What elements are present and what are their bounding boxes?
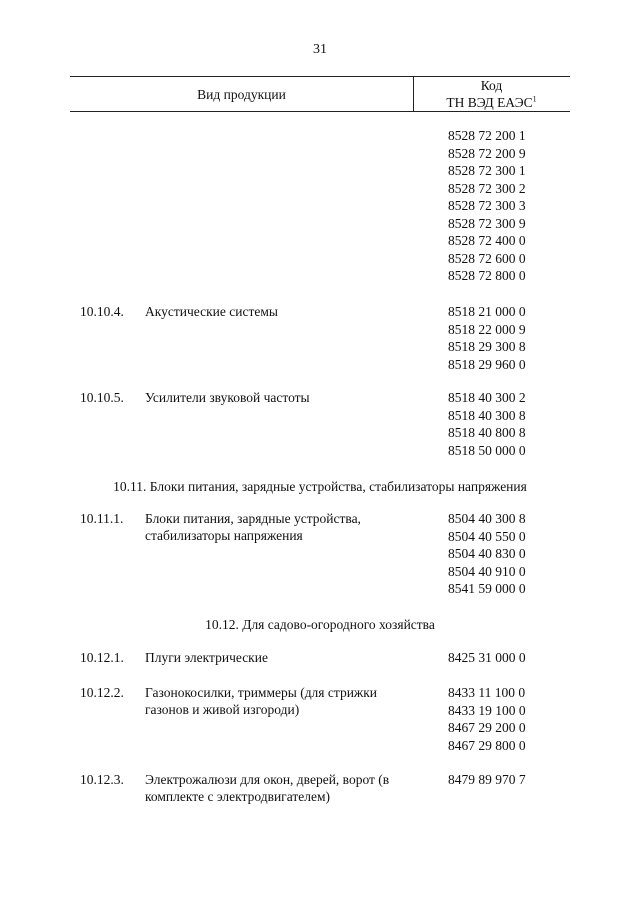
code-value: 8433 11 100 0 [448, 685, 526, 700]
code-value: 8528 72 400 0 [448, 233, 526, 248]
code-value: 8528 72 600 0 [448, 250, 526, 266]
code-value: 8467 29 200 0 [448, 720, 526, 735]
item-name: Плуги электрические [145, 650, 268, 665]
item-codes [448, 389, 526, 459]
code-value: 8518 21 000 0 [448, 304, 526, 319]
section-heading: 10.11. Блоки питания, зарядные устройства, стабилизаторы напряжения [113, 479, 527, 494]
item-number: 10.10.4. [80, 304, 124, 319]
item-number: 10.12.1. [80, 650, 124, 665]
column-header-code-line2: ТН ВЭД ЕАЭС$^1$ [446, 94, 537, 110]
table-header-rule [70, 111, 570, 112]
code-value: 8528 72 300 1 [448, 163, 526, 178]
code-value: 8504 40 830 0 [448, 546, 526, 561]
code-value: 8504 40 300 8 [448, 511, 526, 526]
code-value: 8528 72 800 0 [448, 268, 526, 283]
code-value: 8433 19 100 0 [448, 702, 526, 718]
code-value: 8518 40 800 8 [448, 425, 526, 440]
column-header-code [413, 77, 570, 111]
item-name: Блоки питания, зарядные устройства, стабилизаторы напряжения [145, 511, 361, 543]
code-value: 8467 29 800 0 [448, 737, 526, 753]
code-value: 8528 72 200 1 [448, 128, 526, 143]
item-name: Электрожалюзи для окон, дверей, ворот (в комплекте с электродвигателем) [145, 772, 390, 804]
code-value: 8518 40 300 2 [448, 390, 526, 405]
item-number: 10.10.5. [80, 390, 124, 405]
code-value: 8504 40 550 0 [448, 528, 526, 544]
code-value: 8528 72 300 9 [448, 215, 526, 231]
code-value: 8518 50 000 0 [448, 442, 526, 458]
code-value: 8518 29 300 8 [448, 339, 526, 354]
item-number: 10.11.1. [80, 511, 124, 526]
code-value: 8528 72 300 2 [448, 180, 526, 196]
item-name: Акустические системы [145, 304, 278, 319]
item-codes [448, 649, 526, 667]
page-number: 31 [313, 42, 327, 57]
item-codes [448, 510, 526, 598]
code-value: 8518 29 960 0 [448, 356, 526, 372]
continuation-codes [448, 127, 526, 285]
section-heading: 10.12. Для садово-огородного хозяйства [205, 617, 435, 632]
code-value: 8504 40 910 0 [448, 563, 526, 579]
item-number: 10.12.2. [80, 685, 124, 700]
code-value: 8479 89 970 7 [448, 772, 526, 787]
item-codes [448, 303, 526, 373]
code-value: 8541 59 000 0 [448, 581, 526, 596]
code-value: 8528 72 200 9 [448, 145, 526, 161]
column-header-product: Вид продукции [197, 87, 286, 102]
item-codes [448, 684, 526, 754]
code-value: 8528 72 300 3 [448, 198, 526, 213]
item-name: Усилители звуковой частоты [145, 390, 310, 405]
item-number: 10.12.3. [80, 772, 124, 787]
code-value: 8425 31 000 0 [448, 650, 526, 665]
footnote-marker: 1 [532, 94, 537, 104]
item-codes [448, 771, 526, 789]
column-header-code-line1: Код [480, 78, 503, 93]
code-value: 8518 40 300 8 [448, 407, 526, 423]
item-name: Газонокосилки, триммеры (для стрижки газонов и живой изгороди) [145, 685, 378, 717]
code-value: 8518 22 000 9 [448, 321, 526, 337]
